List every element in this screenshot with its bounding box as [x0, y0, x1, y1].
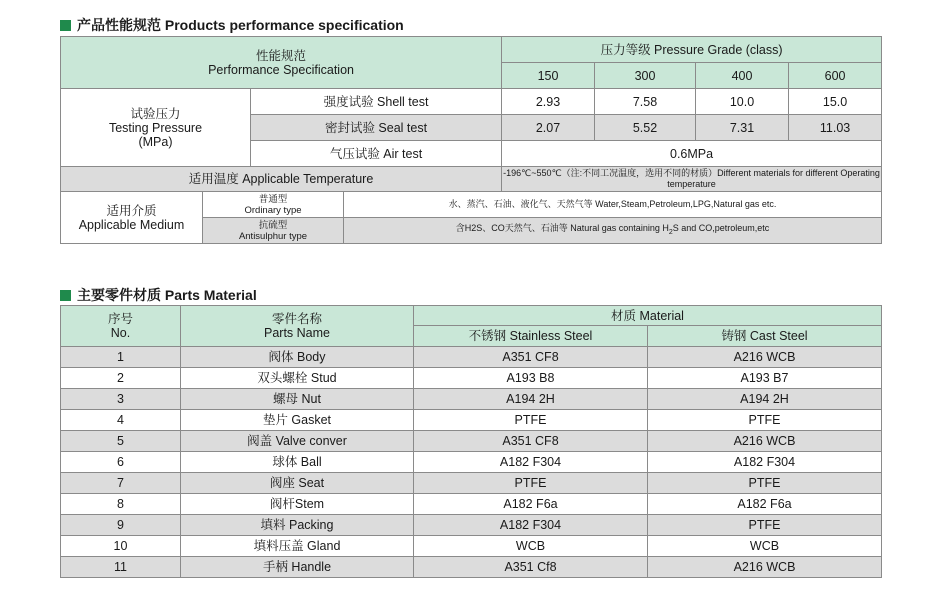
antisulphur-type-label — [203, 218, 344, 244]
parts-name-header — [181, 306, 414, 347]
antisulphur-value-subscript: 2 — [668, 228, 673, 236]
row-stainless-steel: A182 F304 — [414, 515, 648, 536]
row-part-name: 填料压盖 Gland — [181, 536, 414, 557]
testing-pressure-en: Testing Pressure — [108, 120, 203, 135]
table-row — [61, 431, 882, 452]
temperature-value: -196℃~550℃（注:不同工况温度，选用不同的材质）Different materials for different Operating temperature — [502, 167, 882, 192]
no-header-cn: 序号 — [107, 312, 133, 326]
temperature-label: 适用温度 Applicable Temperature — [61, 167, 502, 192]
row-part-name: 螺母 Nut — [181, 389, 414, 410]
section-title-parts — [60, 285, 257, 305]
row-stainless-steel: A193 B8 — [414, 368, 648, 389]
row-stainless-steel: A351 CF8 — [414, 347, 648, 368]
row-cast-steel: PTFE — [648, 473, 882, 494]
table-row — [61, 389, 882, 410]
antisulphur-type-cn: 抗硫型 — [258, 219, 288, 231]
row-stainless-steel: A182 F6a — [414, 494, 648, 515]
class-600-header: 600 — [789, 63, 882, 89]
seal-test-value-600: 11.03 — [789, 115, 882, 141]
row-cast-steel: A216 WCB — [648, 557, 882, 578]
row-cast-steel: A182 F304 — [648, 452, 882, 473]
bullet-square-icon — [60, 20, 71, 31]
row-cast-steel: PTFE — [648, 410, 882, 431]
row-no: 7 — [61, 473, 181, 494]
cast-steel-header: 铸钢 Cast Steel — [648, 326, 882, 347]
seal-test-value-300: 5.52 — [595, 115, 696, 141]
performance-table — [60, 36, 882, 244]
row-no: 1 — [61, 347, 181, 368]
row-no: 6 — [61, 452, 181, 473]
perf-spec-header-cn: 性能规范 — [256, 48, 307, 63]
table-row — [61, 473, 882, 494]
testing-pressure-label — [61, 89, 251, 167]
seal-test-value-400: 7.31 — [696, 115, 789, 141]
no-header-en: No. — [110, 326, 131, 340]
class-150-header: 150 — [502, 63, 595, 89]
medium-label — [61, 192, 203, 244]
seal-test-label: 密封试验 Seal test — [251, 115, 502, 141]
parts-name-header-en: Parts Name — [264, 326, 330, 340]
class-400-header: 400 — [696, 63, 789, 89]
shell-test-value-300: 7.58 — [595, 89, 696, 115]
seal-test-value-150: 2.07 — [502, 115, 595, 141]
air-test-label: 气压试验 Air test — [251, 141, 502, 167]
ordinary-medium-value: 水、蒸汽、石油、液化气、天然气等 Water,Steam,Petroleum,LPG,Natural gas etc. — [344, 192, 882, 218]
row-cast-steel: WCB — [648, 536, 882, 557]
row-no: 8 — [61, 494, 181, 515]
parts-table-body — [61, 347, 882, 578]
shell-test-value-600: 15.0 — [789, 89, 882, 115]
stainless-steel-header: 不锈钢 Stainless Steel — [414, 326, 648, 347]
row-part-name: 球体 Ball — [181, 452, 414, 473]
class-300-header: 300 — [595, 63, 696, 89]
row-part-name: 双头螺栓 Stud — [181, 368, 414, 389]
testing-pressure-cn: 试验压力 — [130, 106, 181, 121]
section-title-text: 产品性能规范 Products performance specification — [77, 17, 404, 33]
row-no: 10 — [61, 536, 181, 557]
table-row — [61, 515, 882, 536]
pressure-grade-header: 压力等级 Pressure Grade (class) — [502, 37, 882, 63]
row-no: 5 — [61, 431, 181, 452]
antisulphur-value-part-b: S and CO,petroleum,etc — [672, 223, 770, 234]
row-stainless-steel: A351 Cf8 — [414, 557, 648, 578]
row-part-name: 手柄 Handle — [181, 557, 414, 578]
table-row — [61, 368, 882, 389]
air-test-value: 0.6MPa — [502, 141, 882, 167]
row-stainless-steel: A182 F304 — [414, 452, 648, 473]
row-cast-steel: PTFE — [648, 515, 882, 536]
medium-cn: 适用介质 — [106, 203, 157, 218]
no-header — [61, 306, 181, 347]
material-header: 材质 Material — [414, 306, 882, 326]
shell-test-value-400: 10.0 — [696, 89, 789, 115]
table-row — [61, 536, 882, 557]
row-part-name: 阀杆Stem — [181, 494, 414, 515]
bullet-square-icon — [60, 290, 71, 301]
perf-spec-header — [61, 37, 502, 89]
row-no: 4 — [61, 410, 181, 431]
table-row — [61, 557, 882, 578]
row-stainless-steel: A194 2H — [414, 389, 648, 410]
row-part-name: 填料 Packing — [181, 515, 414, 536]
row-part-name: 阀盖 Valve conver — [181, 431, 414, 452]
table-row — [61, 452, 882, 473]
row-cast-steel: A182 F6a — [648, 494, 882, 515]
row-part-name: 垫片 Gasket — [181, 410, 414, 431]
ordinary-type-label — [203, 192, 344, 218]
medium-en: Applicable Medium — [78, 217, 185, 232]
row-no: 2 — [61, 368, 181, 389]
row-part-name: 阀座 Seat — [181, 473, 414, 494]
testing-pressure-unit: (MPa) — [138, 134, 173, 149]
row-no: 11 — [61, 557, 181, 578]
row-cast-steel: A194 2H — [648, 389, 882, 410]
antisulphur-value-part-a: 含H2S、CO天然气、石油等 Natural gas containing H — [455, 223, 669, 234]
row-stainless-steel: PTFE — [414, 473, 648, 494]
shell-test-label: 强度试验 Shell test — [251, 89, 502, 115]
row-no: 3 — [61, 389, 181, 410]
antisulphur-medium-value — [344, 218, 882, 244]
section-title-text: 主要零件材质 Parts Material — [77, 287, 257, 303]
row-cast-steel: A193 B7 — [648, 368, 882, 389]
shell-test-value-150: 2.93 — [502, 89, 595, 115]
row-stainless-steel: WCB — [414, 536, 648, 557]
row-cast-steel: A216 WCB — [648, 431, 882, 452]
row-part-name: 阀体 Body — [181, 347, 414, 368]
parts-name-header-cn: 零件名称 — [271, 312, 322, 326]
parts-material-table — [60, 305, 882, 578]
section-title-performance — [60, 15, 404, 35]
row-stainless-steel: A351 CF8 — [414, 431, 648, 452]
row-stainless-steel: PTFE — [414, 410, 648, 431]
table-row — [61, 494, 882, 515]
row-cast-steel: A216 WCB — [648, 347, 882, 368]
table-row — [61, 347, 882, 368]
ordinary-type-cn: 普通型 — [258, 193, 288, 205]
perf-spec-header-en: Performance Specification — [208, 62, 354, 77]
ordinary-type-en: Ordinary type — [244, 204, 302, 216]
row-no: 9 — [61, 515, 181, 536]
table-row — [61, 410, 882, 431]
antisulphur-type-en: Antisulphur type — [238, 230, 308, 242]
